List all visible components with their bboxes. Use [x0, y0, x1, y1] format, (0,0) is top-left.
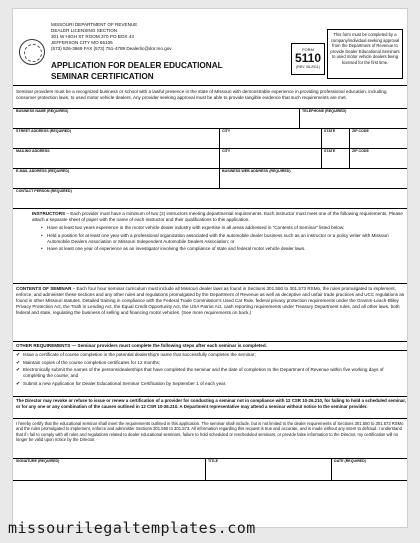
instructor-requirement: • Have at least one year of experience as an investigator involving the compliance of state and federal motor vehicle dealer laws. — [40, 246, 406, 252]
date-field[interactable]: DATE (REQUIRED) — [334, 459, 366, 463]
contents-heading: CONTENTS OF SEMINAR — [16, 286, 72, 291]
completion-note-box: This form must be completed by a company/individual seeking approval from the Department of Revenue to provide Dealer Educational Seminars to used motor vehicle dealers being licensed for the first time. — [327, 29, 403, 79]
dept-line: DEALER LICENSING SECTION — [51, 28, 118, 34]
zip-field-2[interactable]: ZIP CODE — [352, 149, 369, 153]
title-line-2: SEMINAR CERTIFICATION — [51, 71, 154, 81]
contents-section — [16, 286, 406, 316]
instructors-section — [16, 211, 406, 254]
zip-field[interactable]: ZIP CODE — [352, 129, 369, 133]
requirement-item — [16, 352, 406, 358]
intro-text: Seminar providers must be a recognized business or school with a lawful presence in the state of Missouri with demonstrable experience in providing professional education, including consumer protection laws, to used motor vehicle dealers. Any provider seeking approval must be able to provide tangible evidence that such requirements are met. — [16, 89, 387, 100]
requirement-text: Submit a new Application for Dealer Educational Seminar Certification by September 1 of each year. — [23, 380, 227, 386]
form-label: FORM — [302, 47, 314, 52]
divider — [13, 128, 407, 129]
divider — [13, 341, 407, 342]
instructor-requirement: • Have at least two years experience in the motor vehicle dealer industry with expertise in all areas addressed in "Contents of Seminar" listed below; — [40, 225, 406, 231]
instructors-heading: INSTRUCTORS — [32, 211, 66, 216]
city-field-2[interactable]: CITY — [222, 149, 231, 153]
requirement-text: Issue a certificate of course completion in the potential dealership's name that successfully completes the seminar; — [23, 352, 256, 357]
form-page — [12, 8, 408, 528]
state-seal-icon — [19, 39, 45, 65]
certification-text: I hereby certify that the educational seminar shall meet the requirements outlined in this application. The seminar shall include, but is not limited to the dealer requirements of Sections 301.550 to 301.573 RSMo and the rules promulgated to implement, enforce and administer Sections 301.550 to 301.573. All information regarding this request is true and accurate, and is made without any intent to defraud. I understand that if I fail to comply with all rules and regulations related to dealer educational seminars, failure to hold scheduled or rescheduled seminars, or provide false information to the Director, my certification will no longer be valid upon notice by the Director. — [16, 421, 404, 443]
site-watermark: missourilegaltemplates.com — [8, 519, 256, 537]
instructor-requirement: • Held a position for at least one year with a professional organization associated with the automobile dealer business such as an instructor or a policy writer with Missouri Automobile Dealers Association or Missouri Independent Automobile Dealers Association; or — [40, 233, 406, 245]
signature-field[interactable]: SIGNATURE (REQUIRED) — [16, 459, 60, 463]
requirement-item — [16, 360, 406, 366]
checkmark-icon: ✔ — [16, 380, 21, 387]
divider — [13, 188, 407, 189]
divider — [331, 458, 332, 480]
divider — [13, 283, 407, 284]
dept-line: JEFFERSON CITY MO 65105 — [51, 40, 113, 46]
other-requirements-list — [16, 352, 406, 388]
form-title — [51, 61, 223, 82]
divider — [219, 168, 220, 188]
dept-line: MISSOURI DEPARTMENT OF REVENUE — [51, 22, 138, 27]
dept-line: (573) 526-3669 FAX (573) 751-4789 Dealerlic@dor.mo.gov — [51, 46, 172, 52]
mailing-address-field[interactable]: MAILING ADDRESS — [16, 149, 50, 153]
telephone-field[interactable]: TELEPHONE (REQUIRED) — [302, 109, 347, 113]
business-name-field[interactable]: BUSINESS NAME (REQUIRED) — [16, 109, 69, 113]
title-line-1: APPLICATION FOR DEALER EDUCATIONAL — [51, 61, 223, 70]
other-text: — Seminar providers must complete the following steps after each seminar is completed. — [70, 343, 267, 348]
contact-person-field[interactable]: CONTACT PERSON (REQUIRED) — [16, 189, 72, 193]
divider — [13, 168, 407, 169]
divider — [13, 85, 407, 86]
divider — [13, 480, 407, 481]
requirement-item — [16, 381, 406, 387]
divider — [13, 148, 407, 149]
checkmark-icon: ✔ — [16, 352, 21, 358]
divider — [13, 208, 407, 209]
other-requirements-section — [16, 343, 406, 349]
state-field[interactable]: STATE — [324, 129, 336, 133]
state-field-2[interactable]: STATE — [324, 149, 336, 153]
email-field[interactable]: E-MAIL ADDRESS (REQUIRED) — [16, 169, 70, 173]
form-number-box — [291, 43, 325, 75]
divider — [205, 458, 206, 480]
street-address-field[interactable]: STREET ADDRESS (REQUIRED) — [16, 129, 71, 133]
checkmark-icon: ✔ — [16, 359, 21, 366]
checkmark-icon: ✔ — [16, 367, 21, 373]
requirement-item — [16, 367, 406, 379]
web-address-field[interactable]: BUSINESS WEB ADDRESS (REQUIRED) — [222, 169, 291, 173]
divider — [13, 350, 407, 351]
other-heading: OTHER REQUIREMENTS — [16, 343, 71, 348]
requirement-text: Electronically submit the names of the persons/dealerships that have completed the seminar and the date of completion to the Department of Revenue within five working days of completing the course; and — [23, 367, 384, 378]
form-number: 5110 — [294, 51, 322, 65]
dept-line: 301 W HIGH ST ROOM 370 PO BOX 43 — [51, 34, 134, 40]
contents-text: – Each four hour seminar curriculum must include all Missouri dealer laws as found in Sections 301.550 to 301.573 RSMo, the rules promulgated to implement, enforce, and administer these sections and any other rules and regulations promulgated by the Department of Revenue as well as deceptive and unfair trade practices and UCC regulations as found in other Missouri statutes. Detailed training in compliance with the Federal Trade Commission's Used Car Rule, federal privacy protection requirements under the Gramm-Leach-Bliley Privacy Protection Act, the Truth in Lending Act, the Equal Credit Opportunity Act, the USA Patriot Act, cash reporting requirements under Treasury Department rules, and all other laws, both federal and state, regulating the business of selling and financing motor vehicles. (See more requirements on back.) — [16, 286, 405, 315]
divider — [13, 418, 407, 419]
city-field[interactable]: CITY — [222, 129, 231, 133]
title-field[interactable]: TITLE — [208, 459, 218, 463]
divider — [299, 108, 300, 128]
director-note: The Director may revoke or refuse to issue or renew a certification of a provider for conducting a seminar not in compliance with 12 CSR 10-26.210, for failing to hold a scheduled seminar, or for any one or any combination of the causes outlined in 12 CSR 10-26.210. A Department representative may attend a seminar without notice to the seminar provider. — [16, 398, 406, 409]
department-address-block — [51, 22, 172, 52]
divider — [13, 396, 407, 397]
form-revision: (REV. 08-2011) — [296, 65, 320, 69]
requirement-text: Maintain copies of the course completion certificates for 12 months; — [23, 359, 161, 365]
divider — [13, 108, 407, 109]
instructors-text: – Each provider must have a minimum of two (2) instructors meeting departmental requirements. Each instructor must meet one of the following requirements. Please attach a separate sheet of paper with the name of each instructor and their qualifications to this application. — [32, 211, 403, 222]
